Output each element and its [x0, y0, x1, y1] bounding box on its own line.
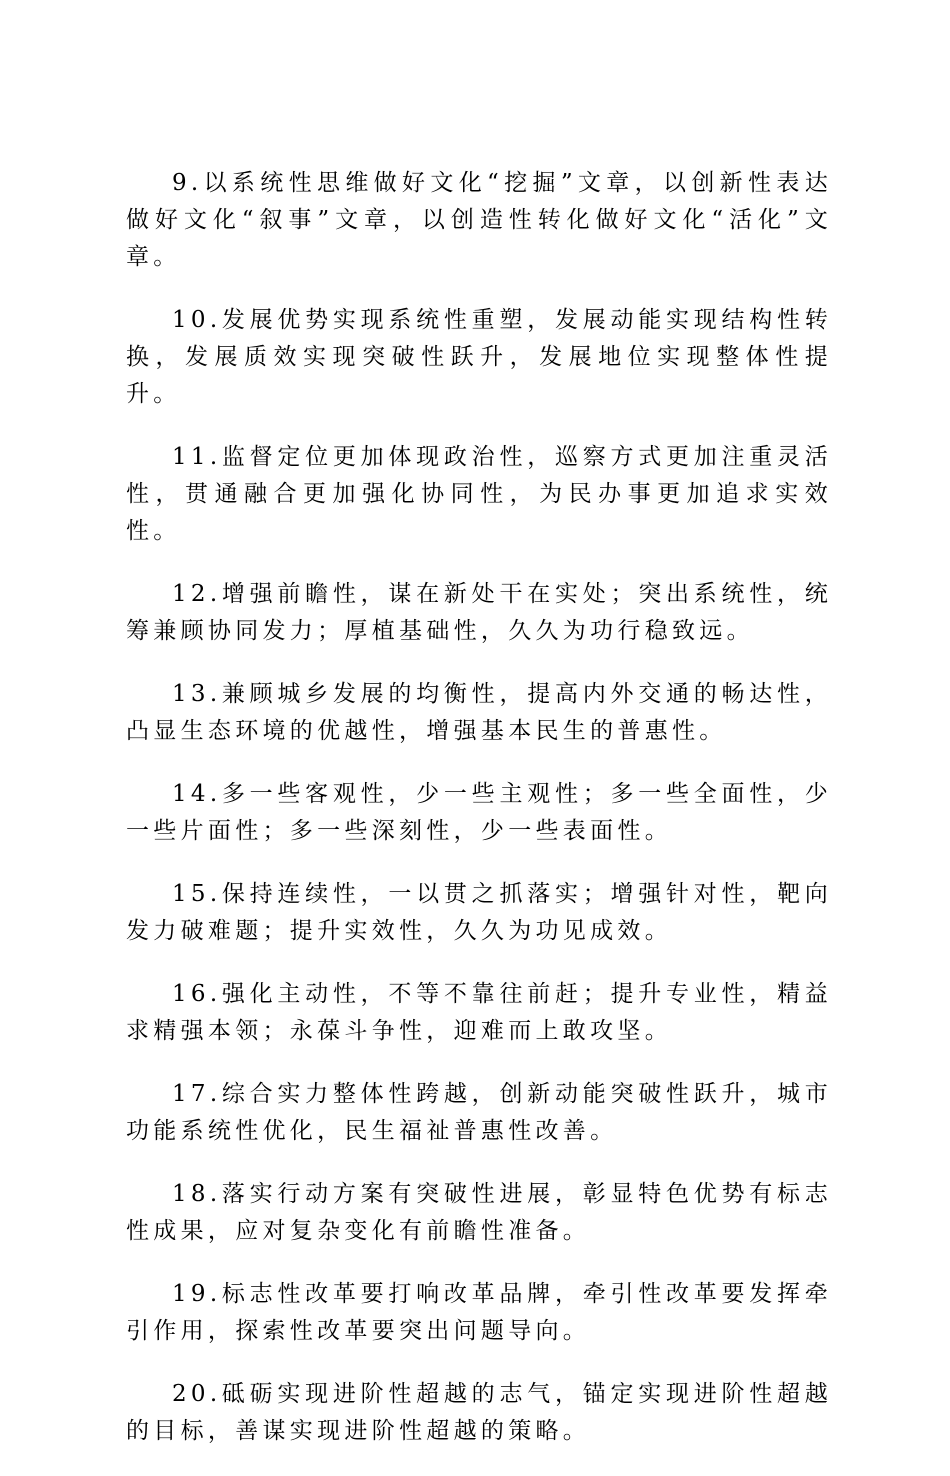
paragraph-19: 19.标志性改革要打响改革品牌，牵引性改革要发挥牵引作用，探索性改革要突出问题导向。	[126, 1281, 832, 1344]
paragraph-18: 18.落实行动方案有突破性进展，彰显特色优势有标志性成果，应对复杂变化有前瞻性准备。	[126, 1181, 832, 1244]
paragraph-9: 9.以系统性思维做好文化“挖掘”文章，以创新性表达做好文化“叙事”文章，以创造性转化做好文化“活化”文章。	[126, 170, 832, 270]
paragraph-14: 14.多一些客观性，少一些主观性；多一些全面性，少一些片面性；多一些深刻性，少一些表面性。	[126, 781, 832, 844]
paragraph-12: 12.增强前瞻性，谋在新处干在实处；突出系统性，统筹兼顾协同发力；厚植基础性，久久为功行稳致远。	[126, 581, 832, 644]
paragraph-15: 15.保持连续性，一以贯之抓落实；增强针对性，靶向发力破难题；提升实效性，久久为功见成效。	[126, 881, 832, 944]
paragraph-11: 11.监督定位更加体现政治性，巡察方式更加注重灵活性，贯通融合更加强化协同性，为民办事更加追求实效性。	[126, 444, 832, 544]
paragraph-17: 17.综合实力整体性跨越，创新动能突破性跃升，城市功能系统性优化，民生福祉普惠性改善。	[126, 1081, 832, 1144]
document-body	[126, 165, 832, 1476]
paragraph-16: 16.强化主动性，不等不靠往前赶；提升专业性，精益求精强本领；永葆斗争性，迎难而上敢攻坚。	[126, 981, 832, 1044]
paragraph-10: 10.发展优势实现系统性重塑，发展动能实现结构性转换，发展质效实现突破性跃升，发展地位实现整体性提升。	[126, 307, 832, 407]
paragraph-13: 13.兼顾城乡发展的均衡性，提高内外交通的畅达性，凸显生态环境的优越性，增强基本民生的普惠性。	[126, 681, 832, 744]
paragraph-20: 20.砥砺实现进阶性超越的志气，锚定实现进阶性超越的目标，善谋实现进阶性超越的策略。	[126, 1381, 832, 1444]
